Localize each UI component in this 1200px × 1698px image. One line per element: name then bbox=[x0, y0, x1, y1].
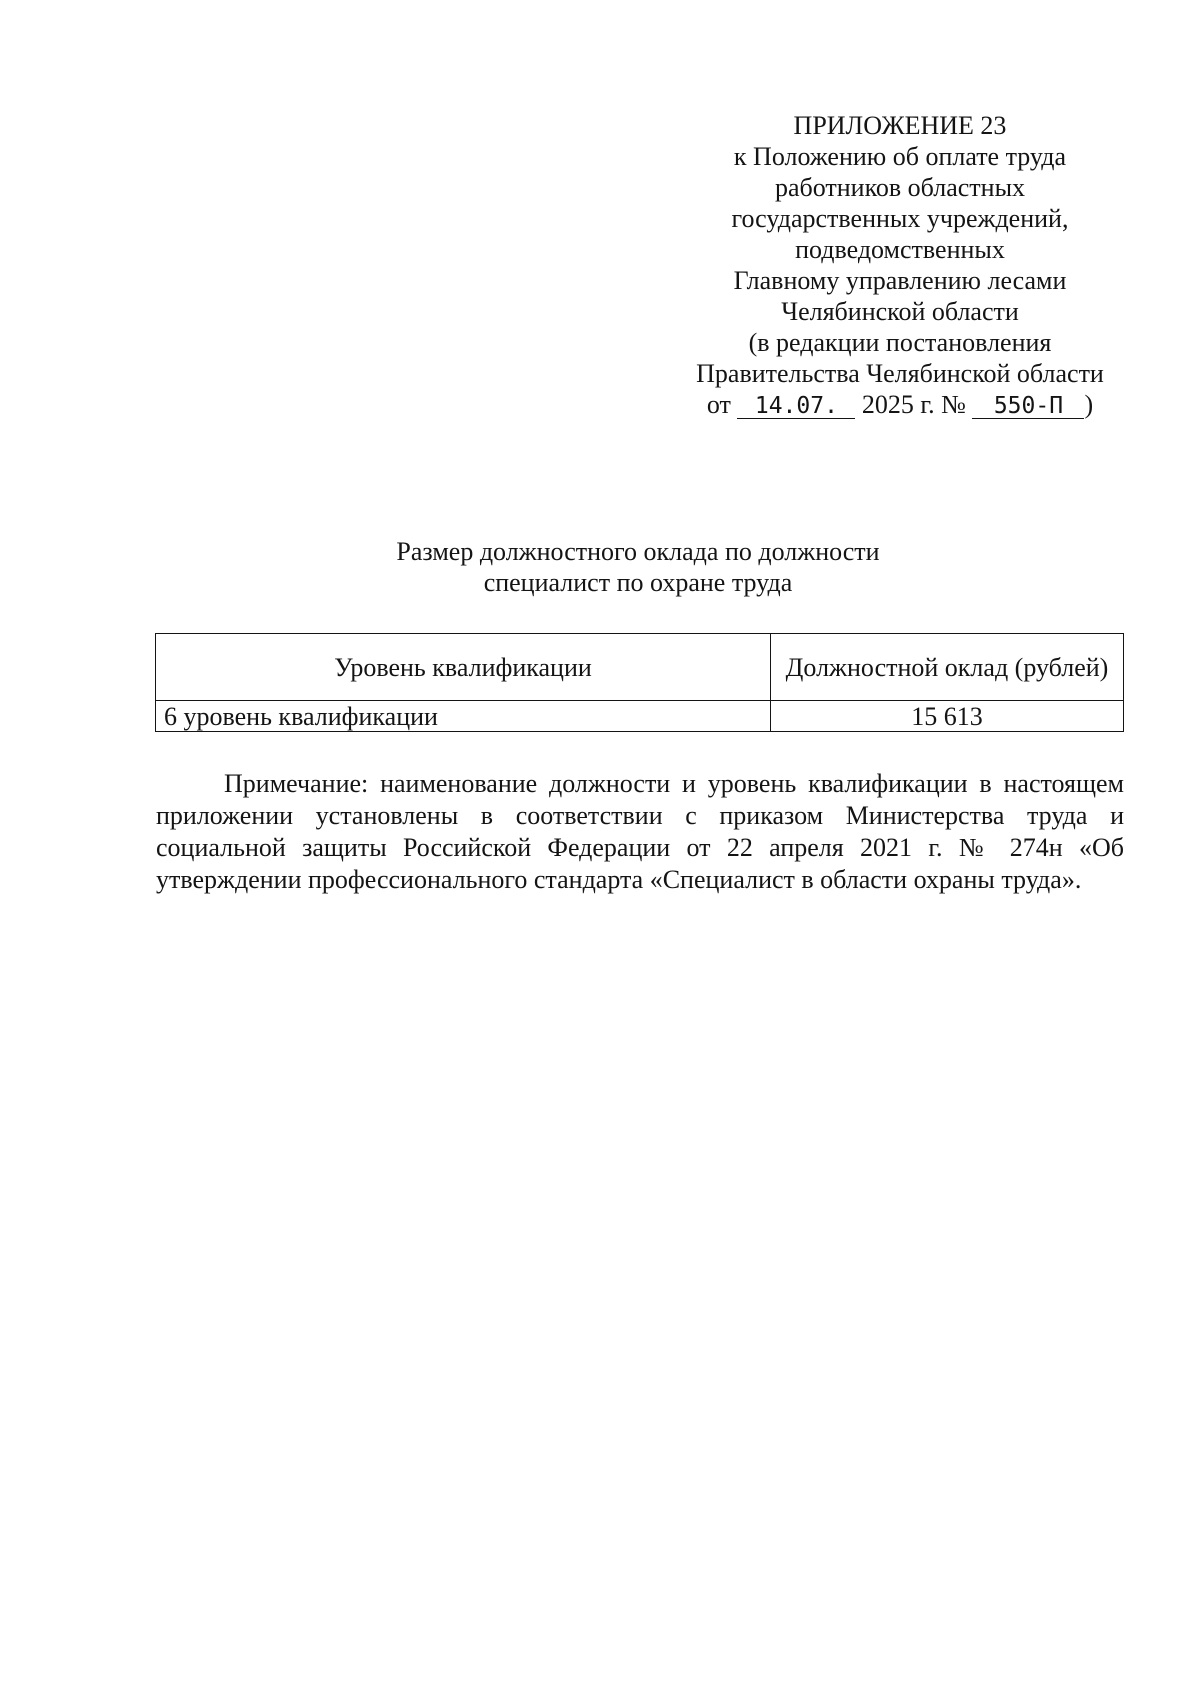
appendix-header bbox=[660, 110, 1140, 420]
date-prefix: от bbox=[706, 390, 731, 419]
year-text: 2025 г. № bbox=[861, 390, 966, 419]
appendix-line: ПРИЛОЖЕНИЕ 23 bbox=[793, 111, 1007, 140]
header-qualification-level: Уровень квалификации bbox=[156, 634, 771, 701]
appendix-line: (в редакции постановления bbox=[748, 328, 1052, 357]
closing-paren: ) bbox=[1084, 390, 1094, 419]
document-title bbox=[156, 536, 1120, 598]
appendix-line: Челябинской области bbox=[781, 297, 1019, 326]
qualification-level-cell: 6 уровень квалификации bbox=[156, 701, 771, 732]
appendix-line: к Положению об оплате труда bbox=[733, 142, 1067, 171]
resolution-date-line bbox=[660, 389, 1140, 420]
table-row bbox=[156, 701, 1124, 732]
appendix-line: Правительства Челябинской области bbox=[696, 359, 1104, 388]
salary-value-cell: 15 613 bbox=[771, 701, 1124, 732]
title-line-2: специалист по охране труда bbox=[483, 568, 793, 597]
note-paragraph: Примечание: наименование должности и уровень квалификации в настоящем приложении установлены в соответствии с приказом Министерства труда и социальной защиты Российской Федерации от 22 апреля 2021 г. № 274н «Об утверждении профессионального стандарта «Специалист в области охраны труда». bbox=[156, 769, 1124, 894]
appendix-line: подведомственных bbox=[795, 235, 1005, 264]
table-header-row bbox=[156, 634, 1124, 701]
appendix-line: Главному управлению лесами bbox=[733, 266, 1067, 295]
title-line-1: Размер должностного оклада по должности bbox=[396, 537, 880, 566]
header-salary: Должностной оклад (рублей) bbox=[771, 634, 1124, 701]
resolution-date: 14.07. bbox=[737, 394, 855, 419]
appendix-line: государственных учреждений, bbox=[731, 204, 1069, 233]
salary-table bbox=[155, 633, 1124, 732]
resolution-number: 550-П bbox=[972, 394, 1084, 419]
appendix-line: работников областных bbox=[774, 173, 1026, 202]
